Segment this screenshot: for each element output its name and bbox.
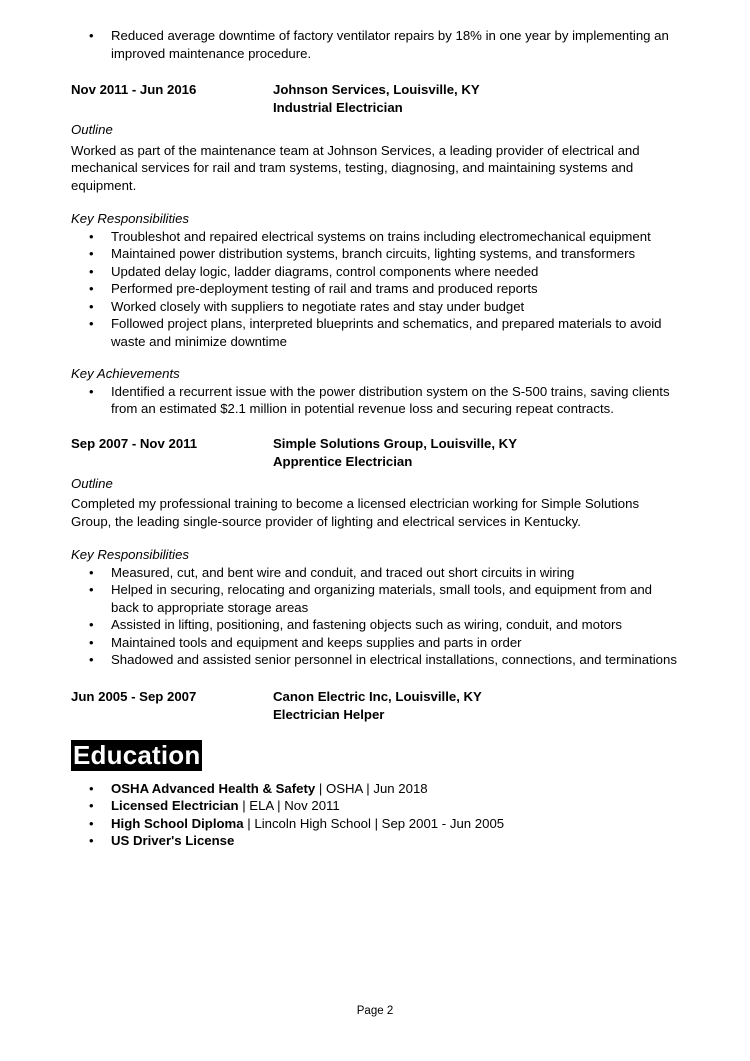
responsibility-item: • Measured, cut, and bent wire and conduit, and traced out short circuits in wiring xyxy=(71,564,683,582)
responsibilities-label: Key Responsibilities xyxy=(71,211,190,226)
education-detail: | Lincoln High School | Sep 2001 - Jun 2005 xyxy=(243,815,505,831)
page-number: Page 2 xyxy=(356,1005,394,1017)
section-heading: Education xyxy=(73,739,201,770)
job-company: Canon Electric Inc, Louisville, KY xyxy=(273,688,482,704)
achievements-label: Key Achievements xyxy=(71,366,180,381)
education-item xyxy=(71,832,683,850)
achievement-item: • Reduced average downtime of factory ventilator repairs by 18% in one year by implementing an improved maintenance procedure. xyxy=(71,27,683,62)
responsibility-item: • Maintained power distribution systems, branch circuits, lighting systems, and transformers xyxy=(71,245,683,263)
job-entry xyxy=(71,81,683,418)
responsibility-item: • Performed pre-deployment testing of rail and trams and produced reports xyxy=(71,280,683,298)
job-title: Industrial Electrician xyxy=(273,100,403,115)
job-header xyxy=(71,688,683,724)
prior-job-achievements xyxy=(71,27,683,62)
resume-page xyxy=(71,27,683,850)
education-name: Licensed Electrician xyxy=(111,798,239,813)
job-title: Electrician Helper xyxy=(273,706,385,722)
job-dates: Nov 2011 - Jun 2016 xyxy=(71,82,197,97)
job-outline: Completed my professional training to become a licensed electrician working for Simple Solutions Group, the leading single-source provider of lighting and electrical services in Kentucky. xyxy=(71,496,640,529)
education-detail: | OSHA | Jun 2018 xyxy=(315,780,428,796)
education-item xyxy=(71,780,683,798)
achievement-item: • Identified a recurrent issue with the power distribution system on the S-500 trains, saving clients from an estimated $2.1 million in potential revenue loss and securing repeat contracts. xyxy=(71,383,683,418)
education-detail: | ELA | Nov 2011 xyxy=(238,798,340,813)
job-dates: Sep 2007 - Nov 2011 xyxy=(71,435,198,451)
education-name: US Driver's License xyxy=(111,833,235,848)
outline-label: Outline xyxy=(71,122,113,137)
job-outline: Worked as part of the maintenance team at Johnson Services, a leading provider of electrical and mechanical services for rail and tram systems, testing, diagnosing, and maintaining systems and equipment. xyxy=(71,142,640,193)
responsibility-item: • Maintained tools and equipment and keeps supplies and parts in order xyxy=(71,634,683,652)
education-list xyxy=(71,780,683,850)
responsibility-item: • Updated delay logic, ladder diagrams, control components where needed xyxy=(71,263,683,281)
job-company: Simple Solutions Group, Louisville, KY xyxy=(273,435,517,451)
job-entry xyxy=(71,435,683,669)
education-item xyxy=(71,815,683,833)
education-name: High School Diploma xyxy=(111,815,244,831)
achievements-list xyxy=(71,383,683,418)
outline-label: Outline xyxy=(71,475,113,491)
education-item xyxy=(71,797,683,815)
responsibilities-list xyxy=(71,564,683,669)
responsibility-item: • Shadowed and assisted senior personnel in electrical installations, connections, and terminations xyxy=(71,651,683,669)
responsibilities-label: Key Responsibilities xyxy=(71,547,190,562)
responsibilities-list xyxy=(71,228,683,351)
education-name: OSHA Advanced Health & Safety xyxy=(111,780,316,796)
education-section xyxy=(71,740,683,850)
job-title: Apprentice Electrician xyxy=(273,453,413,469)
job-header xyxy=(71,435,683,471)
job-entry xyxy=(71,688,683,724)
responsibility-item: • Assisted in lifting, positioning, and fastening objects such as wiring, conduit, and motors xyxy=(71,616,683,634)
job-company: Johnson Services, Louisville, KY xyxy=(273,82,480,97)
responsibility-item: • Helped in securing, relocating and organizing materials, small tools, and equipment from and back to appropriate storage areas xyxy=(71,581,683,616)
job-dates: Jun 2005 - Sep 2007 xyxy=(71,688,197,704)
job-header xyxy=(71,81,683,117)
responsibility-item: • Troubleshot and repaired electrical systems on trains including electromechanical equipment xyxy=(71,228,683,246)
responsibility-item: • Worked closely with suppliers to negotiate rates and stay under budget xyxy=(71,298,683,316)
responsibility-item: • Followed project plans, interpreted blueprints and schematics, and prepared materials to avoid waste and minimize downtime xyxy=(71,315,683,350)
